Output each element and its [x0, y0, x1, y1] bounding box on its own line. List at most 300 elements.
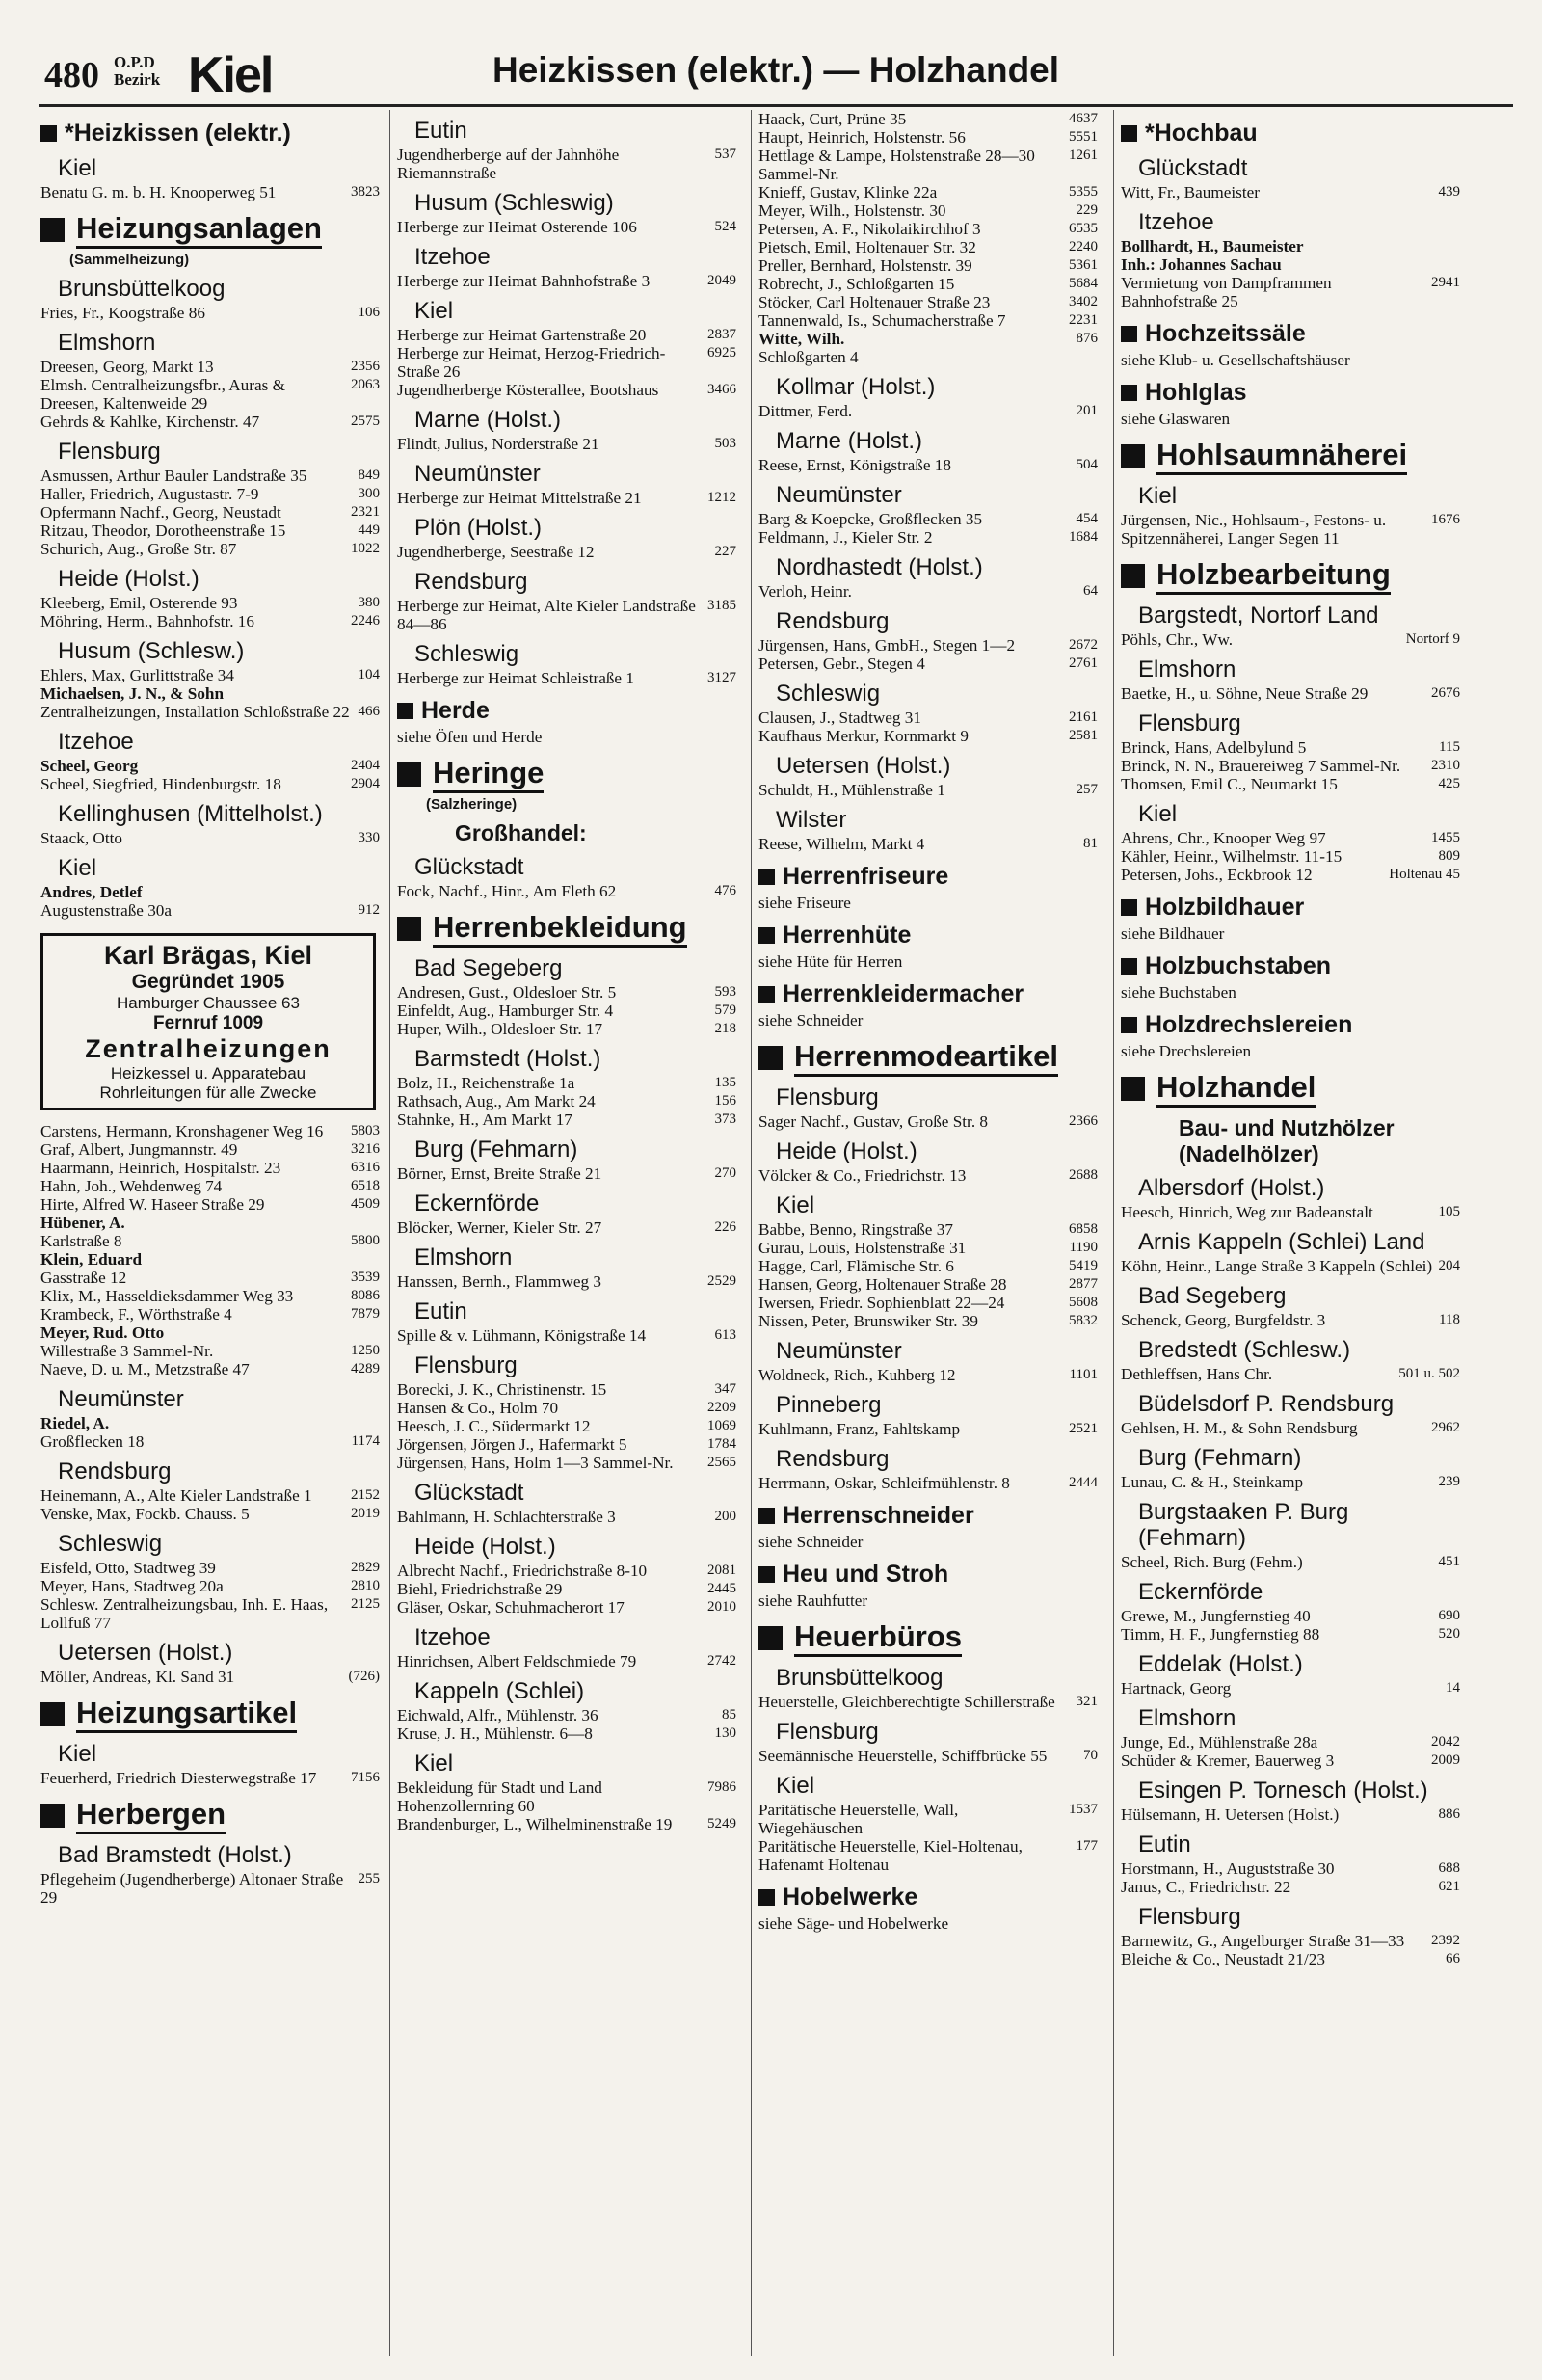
phone-number: 613	[714, 1327, 736, 1343]
directory-entry	[40, 467, 380, 485]
entry-text: Zentralheizungen, Installation Schloßstraße 22	[40, 703, 350, 721]
ad-line: Fernruf 1009	[152, 1013, 264, 1033]
directory-entry	[758, 1591, 1098, 1610]
city-heading: Kiel	[776, 1192, 815, 1218]
city-heading: Kiel	[1138, 483, 1178, 509]
directory-entry	[397, 489, 736, 507]
entry-text: Naeve, D. u. M., Metzstraße 47	[40, 1360, 250, 1378]
entry-text: Venske, Max, Fockb. Chauss. 5	[40, 1505, 250, 1523]
city-heading: Itzehoe	[58, 729, 134, 755]
directory-entry	[758, 311, 1098, 330]
phone-number: 2575	[351, 414, 380, 429]
directory-entry	[397, 728, 736, 746]
city-heading: Neumünster	[414, 461, 541, 487]
phone-number: 5249	[707, 1816, 736, 1832]
phone-number: 425	[1438, 776, 1460, 791]
city-heading: Bredstedt (Schlesw.)	[1138, 1337, 1351, 1363]
directory-entry	[1121, 1365, 1460, 1383]
entry-text: Schlesw. Zentralheizungsbau, Inh. E. Haas, Lollfuß 77	[40, 1595, 329, 1632]
directory-entry	[40, 1122, 380, 1140]
city-heading: Kiel	[414, 298, 454, 324]
section-heading	[1121, 1011, 1460, 1039]
directory-entry	[758, 128, 1098, 147]
directory-entry	[40, 304, 380, 322]
directory-entry	[758, 220, 1098, 238]
entry-text: Andresen, Gust., Oldesloer Str. 5	[397, 983, 617, 1002]
city-heading: Brunsbüttelkoog	[58, 276, 226, 302]
directory-entry	[40, 183, 380, 201]
phone-number: 3216	[351, 1141, 380, 1157]
section-square-icon	[758, 1889, 775, 1906]
city-heading: Flensburg	[776, 1719, 879, 1745]
directory-entry	[40, 521, 380, 540]
phone-number: 2310	[1431, 758, 1460, 773]
directory-entry	[397, 1652, 736, 1671]
entry-text: siehe Bildhauer	[1121, 924, 1225, 943]
section-heading	[1121, 1070, 1460, 1108]
city-heading: Glückstadt	[414, 1480, 524, 1506]
ad-line: Hamburger Chaussee 63	[117, 994, 300, 1012]
entry-text: Bleiche & Co., Neustadt 21/23	[1121, 1950, 1325, 1968]
entry-text: Benatu G. m. b. H. Knooperweg 51	[40, 183, 277, 201]
entry-text: Dreesen, Georg, Markt 13	[40, 358, 214, 376]
directory-entry	[1121, 511, 1460, 548]
phone-number: 81	[1083, 836, 1098, 851]
directory-entry	[758, 1693, 1098, 1711]
entry-text: siehe Friseure	[758, 894, 851, 912]
entry-text: Woldneck, Rich., Kuhberg 12	[758, 1366, 956, 1384]
section-heading	[397, 910, 736, 948]
entry-text: Robrecht, J., Schloßgarten 15	[758, 275, 955, 293]
directory-entry	[40, 1287, 380, 1305]
section-title: Heu und Stroh	[783, 1561, 949, 1588]
directory-entry	[758, 1420, 1098, 1438]
entry-text: Barnewitz, G., Angelburger Straße 31—33	[1121, 1932, 1405, 1950]
directory-entry	[397, 1598, 736, 1617]
directory-entry	[40, 1505, 380, 1523]
page-header	[39, 46, 1513, 107]
phone-number: 2837	[707, 327, 736, 342]
entry-text: Petersen, A. F., Nikolaikirchhof 3	[758, 220, 981, 238]
directory-entry	[40, 594, 380, 612]
section-title: Herrenkleidermacher	[783, 980, 1024, 1007]
entry-text: Hagge, Carl, Flämische Str. 6	[758, 1257, 954, 1275]
city-heading: Itzehoe	[414, 1624, 491, 1650]
bezirk-name: Kiel	[188, 47, 273, 103]
directory-entry	[758, 1239, 1098, 1257]
entry-text: Herrmann, Oskar, Schleifmühlenstr. 8	[758, 1474, 1010, 1492]
directory-entry	[397, 1435, 736, 1454]
entry-text: Riedel, A.	[40, 1414, 110, 1432]
phone-number: 3127	[707, 670, 736, 685]
city-heading: Kiel	[1138, 801, 1178, 827]
section-square-icon	[1121, 385, 1137, 401]
entry-text: Iwersen, Friedr. Sophienblatt 22—24	[758, 1294, 1005, 1312]
city-heading: Bargstedt, Nortorf Land	[1138, 602, 1379, 628]
phone-number: 118	[1439, 1312, 1460, 1327]
phone-number: 373	[714, 1111, 736, 1127]
entry-text: siehe Schneider	[758, 1011, 864, 1030]
section-title: Heizungsartikel	[76, 1696, 297, 1733]
city-heading: Kollmar (Holst.)	[776, 374, 936, 400]
entry-text: Rathsach, Aug., Am Markt 24	[397, 1092, 596, 1110]
phone-number: 1174	[351, 1433, 380, 1449]
directory-entry	[1121, 274, 1460, 310]
entry-text: Hanssen, Bernh., Flammweg 3	[397, 1272, 601, 1291]
directory-entry	[40, 1250, 380, 1269]
phone-number: 2672	[1069, 637, 1098, 653]
directory-entry	[758, 330, 1098, 348]
directory-entry	[1121, 1311, 1460, 1329]
section-square-icon	[1121, 1017, 1137, 1033]
phone-number: 5684	[1069, 276, 1098, 291]
phone-number: 2941	[1431, 275, 1460, 290]
entry-text: Scheel, Siegfried, Hindenburgstr. 18	[40, 775, 281, 793]
entry-text: Blöcker, Werner, Kieler Str. 27	[397, 1218, 602, 1237]
city-heading: Elmshorn	[58, 330, 156, 356]
city-heading: Rendsburg	[776, 608, 890, 634]
entry-text: Graf, Albert, Jungmannstr. 49	[40, 1140, 238, 1159]
entry-text: Fock, Nachf., Hinr., Am Fleth 62	[397, 882, 617, 900]
entry-text: Hübener, A.	[40, 1214, 125, 1232]
section-title: *Hochbau	[1145, 120, 1258, 147]
city-heading: Rendsburg	[58, 1458, 172, 1484]
entry-text: Hülsemann, H. Uetersen (Holst.)	[1121, 1805, 1340, 1824]
section-title: Herbergen	[76, 1797, 226, 1834]
entry-text: Witt, Fr., Baumeister	[1121, 183, 1260, 201]
directory-entry	[397, 146, 736, 182]
phone-number: 1784	[707, 1436, 736, 1452]
directory-entry	[397, 1454, 736, 1472]
entry-text: Möller, Andreas, Kl. Sand 31	[40, 1668, 235, 1686]
directory-entry	[40, 1305, 380, 1324]
city-heading: Bad Bramstedt (Holst.)	[58, 1842, 292, 1868]
city-heading: Albersdorf (Holst.)	[1138, 1175, 1325, 1201]
directory-entry	[758, 655, 1098, 673]
directory-entry	[40, 1577, 380, 1595]
phone-number: 2521	[1069, 1421, 1098, 1436]
entry-text: Stöcker, Carl Holtenauer Straße 23	[758, 293, 991, 311]
entry-text: Witte, Wilh.	[758, 330, 845, 348]
directory-entry	[397, 543, 736, 561]
section-square-icon	[40, 1702, 65, 1726]
directory-entry	[758, 1474, 1098, 1492]
entry-text: Brandenburger, L., Wilhelminenstraße 19	[397, 1815, 673, 1833]
directory-entry	[40, 540, 380, 558]
directory-entry	[758, 1366, 1098, 1384]
entry-text: Feuerherd, Friedrich Diesterwegstraße 17	[40, 1769, 317, 1787]
entry-text: Timm, H. F., Jungfernstieg 88	[1121, 1625, 1320, 1644]
phone-number: 156	[714, 1093, 736, 1109]
directory-entry	[758, 835, 1098, 853]
city-heading: Brunsbüttelkoog	[776, 1665, 944, 1691]
entry-text: Jürgensen, Nic., Hohlsaum-, Festons- u. Spitzennäherei, Langer Segen 11	[1121, 511, 1387, 548]
city-heading: Glückstadt	[1138, 155, 1248, 181]
entry-text: Dittmer, Ferd.	[758, 402, 853, 420]
phone-number: 1101	[1069, 1367, 1098, 1382]
directory-entry	[397, 1380, 736, 1399]
ad-line: Zentralheizungen	[85, 1034, 332, 1063]
section-square-icon	[397, 917, 421, 941]
phone-number: 130	[714, 1725, 736, 1741]
section-title: Herrenmodeartikel	[794, 1039, 1058, 1077]
phone-number: 3823	[351, 184, 380, 200]
entry-text: Fries, Fr., Koogstraße 86	[40, 304, 205, 322]
phone-number: 3402	[1069, 294, 1098, 309]
directory-entry	[40, 1769, 380, 1787]
phone-number: 5803	[351, 1123, 380, 1138]
section-title: Hohlsaumnäherei	[1156, 438, 1407, 475]
section-title: Herrenschneider	[783, 1502, 974, 1529]
entry-text: Michaelsen, J. N., & Sohn	[40, 684, 225, 703]
phone-number: 1684	[1069, 529, 1098, 545]
phone-number: 688	[1438, 1860, 1460, 1876]
directory-entry	[40, 503, 380, 521]
directory-entry	[40, 1870, 380, 1907]
section-heading	[1121, 894, 1460, 922]
entry-text: Pöhls, Chr., Ww.	[1121, 630, 1234, 649]
directory-entry	[1121, 630, 1460, 649]
section-title: Holzhandel	[1156, 1070, 1316, 1108]
directory-entry	[1121, 255, 1460, 274]
phone-number: 886	[1438, 1806, 1460, 1822]
entry-text: Hinrichsen, Albert Feldschmiede 79	[397, 1652, 637, 1671]
ad-line: Gegründet 1905	[131, 971, 285, 993]
directory-entry	[758, 238, 1098, 256]
section-title: Herrenhüte	[783, 922, 912, 949]
city-heading: Pinneberg	[776, 1392, 882, 1418]
directory-entry	[1121, 410, 1460, 428]
phone-number: 501 u. 502	[1398, 1366, 1460, 1381]
city-heading: Plön (Holst.)	[414, 515, 543, 541]
entry-text: Eisfeld, Otto, Stadtweg 39	[40, 1559, 216, 1577]
phone-number: 1022	[351, 541, 380, 556]
phone-number: 2019	[351, 1506, 380, 1521]
entry-text: Thomsen, Emil C., Neumarkt 15	[1121, 775, 1338, 793]
phone-number: 1455	[1431, 830, 1460, 845]
entry-text: Völcker & Co., Friedrichstr. 13	[758, 1166, 967, 1185]
entry-text: Eichwald, Alfr., Mühlenstr. 36	[397, 1706, 598, 1725]
entry-text: Schüder & Kremer, Bauerweg 3	[1121, 1752, 1335, 1770]
subsection-heading: Bau- und Nutzhölzer (Nadelhölzer)	[1179, 1115, 1395, 1166]
directory-entry	[397, 1417, 736, 1435]
directory-entry	[40, 612, 380, 630]
entry-text: Staack, Otto	[40, 829, 122, 847]
directory-entry	[397, 1778, 736, 1815]
city-heading: Neumünster	[58, 1386, 184, 1412]
directory-entry	[1121, 866, 1460, 884]
entry-text: Bollhardt, H., Baumeister	[1121, 237, 1304, 255]
section-heading	[40, 211, 380, 249]
directory-entry	[40, 1668, 380, 1686]
city-heading: Kiel	[58, 855, 97, 881]
phone-number: 14	[1446, 1680, 1460, 1696]
city-heading: Kappeln (Schlei)	[414, 1678, 585, 1704]
entry-text: Krambeck, F., Wörthstraße 4	[40, 1305, 232, 1324]
phone-number: 64	[1083, 583, 1098, 599]
section-square-icon	[1121, 326, 1137, 342]
directory-entry	[397, 381, 736, 399]
entry-text: Schuldt, H., Mühlenstraße 1	[758, 781, 945, 799]
phone-number: 239	[1438, 1474, 1460, 1489]
city-heading: Burgstaaken P. Burg (Fehmarn)	[1138, 1499, 1349, 1551]
phone-number: 2356	[351, 359, 380, 374]
directory-entry	[758, 256, 1098, 275]
entry-text: Haarmann, Heinrich, Hospitalstr. 23	[40, 1159, 281, 1177]
entry-text: Verloh, Heinr.	[758, 582, 852, 601]
directory-entry	[1121, 1805, 1460, 1824]
section-heading	[758, 1619, 1098, 1657]
section-square-icon	[397, 703, 413, 719]
directory-entry	[397, 1580, 736, 1598]
column-4	[1121, 110, 1460, 2356]
directory-entry	[1121, 1473, 1460, 1491]
city-heading: Bad Segeberg	[1138, 1283, 1287, 1309]
entry-text: siehe Buchstaben	[1121, 983, 1236, 1002]
entry-text: Paritätische Heuerstelle, Wall, Wiegehäuschen	[758, 1801, 959, 1837]
phone-number: 5355	[1069, 184, 1098, 200]
phone-number: 226	[714, 1219, 736, 1235]
city-heading: Eutin	[1138, 1832, 1191, 1858]
phone-number: Holtenau 45	[1389, 867, 1460, 882]
directory-entry	[758, 1220, 1098, 1239]
phone-number: 504	[1076, 457, 1098, 472]
entry-text: siehe Rauhfutter	[758, 1591, 868, 1610]
phone-number: 2009	[1431, 1752, 1460, 1768]
entry-text: siehe Öfen und Herde	[397, 728, 543, 746]
phone-number: 451	[1438, 1554, 1460, 1569]
entry-text: Dethleffsen, Hans Chr.	[1121, 1365, 1273, 1383]
phone-number: 449	[358, 522, 380, 538]
directory-entry	[40, 883, 380, 901]
city-heading: Flensburg	[58, 439, 161, 465]
section-square-icon	[1121, 958, 1137, 975]
city-heading: Eckernförde	[1138, 1579, 1263, 1605]
directory-entry	[1121, 757, 1460, 775]
directory-entry	[1121, 1950, 1460, 1968]
phone-number: 177	[1076, 1838, 1098, 1854]
directory-entry	[758, 293, 1098, 311]
city-heading: Rendsburg	[414, 569, 528, 595]
entry-text: siehe Schneider	[758, 1533, 864, 1551]
directory-entry	[758, 1112, 1098, 1131]
directory-entry	[40, 684, 380, 703]
section-heading	[40, 120, 380, 147]
city-heading: Flensburg	[776, 1084, 879, 1110]
entry-text: Jörgensen, Jörgen J., Hafermarkt 5	[397, 1435, 627, 1454]
section-heading	[1121, 438, 1460, 475]
phone-number: 912	[358, 902, 380, 918]
phone-number: 6316	[351, 1160, 380, 1175]
city-heading: Barmstedt (Holst.)	[414, 1046, 601, 1072]
entry-text: Barg & Koepcke, Großflecken 35	[758, 510, 983, 528]
entry-text: Reese, Wilhelm, Markt 4	[758, 835, 925, 853]
directory-entry	[758, 1747, 1098, 1765]
city-heading: Kellinghusen (Mittelholst.)	[58, 801, 323, 827]
phone-number: 104	[358, 667, 380, 682]
entry-text: Huper, Wilh., Oldesloer Str. 17	[397, 1020, 603, 1038]
phone-number: 2049	[707, 273, 736, 288]
entry-text: Ahrens, Chr., Knooper Weg 97	[1121, 829, 1326, 847]
phone-number: 330	[358, 830, 380, 845]
section-heading	[1121, 320, 1460, 348]
entry-text: Klein, Eduard	[40, 1250, 143, 1269]
directory-entry	[758, 510, 1098, 528]
phone-number: 876	[1076, 331, 1098, 346]
city-heading: Elmshorn	[1138, 1705, 1236, 1731]
entry-text: Ritzau, Theodor, Dorotheenstraße 15	[40, 521, 286, 540]
entry-text: Kruse, J. H., Mühlenstr. 6—8	[397, 1725, 593, 1743]
entry-text: siehe Glaswaren	[1121, 410, 1231, 428]
directory-entry	[397, 1002, 736, 1020]
directory-entry	[758, 110, 1098, 128]
directory-entry	[40, 1214, 380, 1232]
city-heading: Büdelsdorf P. Rendsburg	[1138, 1391, 1395, 1417]
entry-text: Haller, Friedrich, Augustastr. 7-9	[40, 485, 259, 503]
section-heading	[1121, 120, 1460, 147]
entry-text: Heinemann, A., Alte Kieler Landstraße 1	[40, 1486, 312, 1505]
subsection-heading: Großhandel:	[455, 820, 587, 845]
section-square-icon	[758, 1508, 775, 1524]
entry-text: Pietsch, Emil, Holtenauer Str. 32	[758, 238, 976, 256]
phone-number: 2444	[1069, 1475, 1098, 1490]
city-heading: Glückstadt	[414, 854, 524, 880]
phone-number: 70	[1083, 1748, 1098, 1763]
directory-entry	[397, 272, 736, 290]
column-1	[40, 110, 380, 2356]
section-square-icon	[758, 1046, 783, 1070]
directory-entry	[758, 952, 1098, 971]
city-heading: Flensburg	[1138, 1904, 1241, 1930]
phone-number: 2810	[351, 1578, 380, 1593]
directory-entry	[758, 402, 1098, 420]
section-heading	[397, 756, 736, 793]
directory-entry	[1121, 1257, 1460, 1275]
entry-text: Inh.: Johannes Sachau	[1121, 255, 1282, 274]
phone-number: 1069	[707, 1418, 736, 1433]
entry-text: Tannenwald, Is., Schumacherstraße 7	[758, 311, 1006, 330]
column-divider	[751, 110, 752, 2356]
directory-entry	[1121, 924, 1460, 943]
entry-text: Meyer, Rud. Otto	[40, 1324, 165, 1342]
directory-entry	[40, 1486, 380, 1505]
phone-number: 300	[358, 486, 380, 501]
section-title: *Heizkissen (elektr.)	[65, 120, 291, 147]
entry-text: Herberge zur Heimat Schleistraße 1	[397, 669, 634, 687]
entry-text: Albrecht Nachf., Friedrichstraße 8-10	[397, 1562, 648, 1580]
entry-text: Gurau, Louis, Holstenstraße 31	[758, 1239, 967, 1257]
section-heading	[397, 697, 736, 725]
section-title: Holzbearbeitung	[1156, 557, 1391, 595]
entry-text: Brinck, N. N., Brauereiweg 7 Sammel-Nr.	[1121, 757, 1401, 775]
entry-text: Gläser, Oskar, Schuhmacherort 17	[397, 1598, 625, 1617]
entry-text: Hartnack, Georg	[1121, 1679, 1232, 1698]
entry-text: Bolz, H., Reichenstraße 1a	[397, 1074, 575, 1092]
section-title: Heringe	[433, 756, 544, 793]
directory-entry	[1121, 1419, 1460, 1437]
entry-text: Flindt, Julius, Norderstraße 21	[397, 435, 599, 453]
entry-text: Karlstraße 8	[40, 1232, 122, 1250]
directory-entry	[40, 1360, 380, 1378]
directory-entry	[397, 1020, 736, 1038]
column-3	[758, 110, 1098, 2356]
entry-text: Klix, M., Hasseldieksdammer Weg 33	[40, 1287, 294, 1305]
section-square-icon	[758, 1566, 775, 1583]
city-heading: Itzehoe	[414, 244, 491, 270]
directory-entry	[1121, 1733, 1460, 1752]
directory-entry	[1121, 1607, 1460, 1625]
phone-number: 2688	[1069, 1167, 1098, 1183]
